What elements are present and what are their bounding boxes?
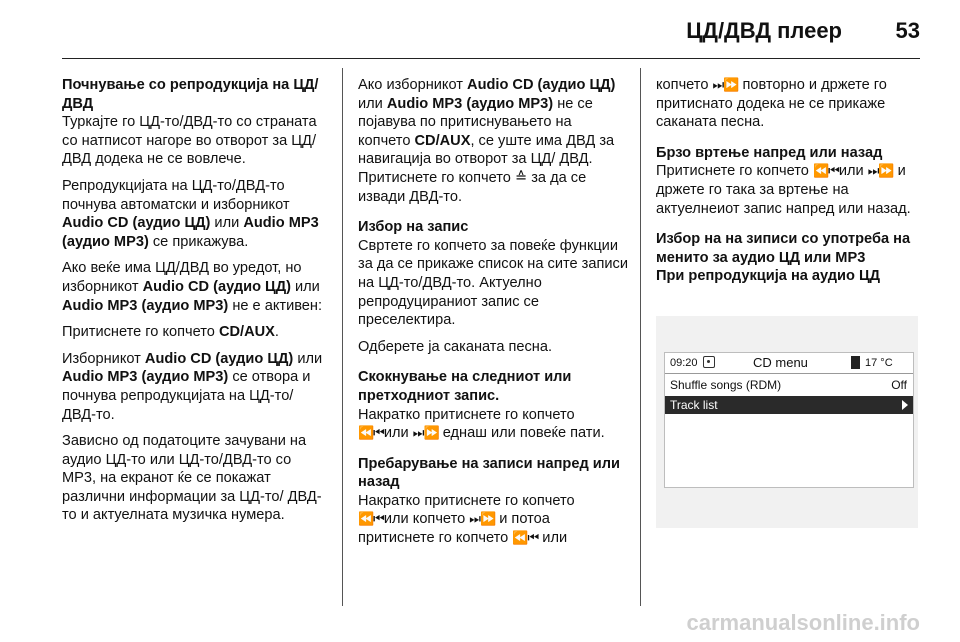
- paragraph-select-song: Одберете ја саканата песна.: [358, 338, 553, 355]
- paragraph-skip: Накратко притиснете го копчето ⏪⏮или ⏭⏩ еднаш или повеќе пати.: [358, 406, 605, 442]
- heading-audio-cd-playback: При репродукција на аудио ЦД: [656, 268, 881, 285]
- header-divider: [62, 58, 920, 59]
- page-number: 53: [895, 18, 920, 43]
- paragraph-disc-present: Ако веќе има ЦД/ДВД во уредот, но изборникот Audio CD (аудио ЦД) или Audio MP3 (аудио MP3) не е активен:: [62, 260, 323, 314]
- paragraph-insert-disc: Туркајте го ЦД-то/ДВД-то со страната со натписот нагоре во отворот за ЦД/ДВД додека не се вовлече.: [62, 114, 317, 168]
- cd-menu-illustration: [656, 316, 918, 528]
- paragraph-dvd-eject: Ако изборникот Audio CD (аудио ЦД) или Audio MP3 (аудио MP3) не се појавува по притиснувањето на копчето CD/AUX, се уште има ДВД за навигација во отворот за ЦД/ ДВД. Притиснете го копчето ≙ за да се извади ДВД-то.: [358, 77, 616, 205]
- column-3: [656, 76, 924, 286]
- clock-text: 09:20: [670, 357, 698, 369]
- paragraph-press-cd-aux: Притиснете го копчето CD/AUX.: [62, 324, 279, 341]
- chevron-right-icon: [902, 400, 908, 410]
- paragraph-track-list: Свртете го копчето за повеќе функции за да се прикаже список на сите записи на ЦД-то/ДВД-то. Актуелно репродуцираниот запис се преселектира.: [358, 237, 628, 329]
- phone-icon: [851, 356, 860, 369]
- heading-search-tracks: Пребарување на записи напред или назад: [358, 455, 620, 491]
- heading-select-track: Избор на запис: [358, 219, 469, 236]
- paragraph-hold-button: копчето ⏭⏩ повторно и држете го притиснато додека не се прикаже саканата песна.: [656, 77, 887, 131]
- rewind-prev-icon: ⏪⏮: [512, 530, 539, 546]
- menu-item-track-list[interactable]: [665, 396, 913, 414]
- header-title: ЦД/ДВД плеер: [686, 18, 842, 43]
- eject-icon: ≙: [514, 169, 528, 186]
- screen-title: CD menu: [753, 355, 808, 370]
- column-2: [358, 76, 628, 556]
- column-divider-1: [342, 68, 343, 606]
- menu-item-value: Off: [891, 378, 907, 392]
- rewind-prev-icon: ⏪⏮: [812, 163, 839, 179]
- heading-fast-forward-rewind: Брзо вртење напред или назад: [656, 144, 883, 161]
- menu-item-label: Shuffle songs (RDM): [670, 378, 782, 392]
- menu-item-label: Track list: [670, 398, 718, 412]
- cd-menu-screen: [664, 352, 914, 488]
- column-1: [62, 76, 324, 533]
- next-forward-icon: ⏭⏩: [412, 425, 439, 441]
- next-forward-icon: ⏭⏩: [867, 163, 894, 179]
- paragraph-fast-wind: Притиснете го копчето ⏪⏮или ⏭⏩ и држете го така за вртење на актуелнеиот запис напред или назад.: [656, 163, 911, 217]
- rewind-prev-icon: ⏪⏮: [358, 425, 384, 441]
- screen-divider: [665, 373, 913, 374]
- watermark: carmanualsonline.info: [686, 610, 920, 635]
- heading-track-menu: Избор на на зиписи со употреба на менито за аудио ЦД или MP3: [656, 231, 911, 266]
- screen-status-bar: [665, 353, 913, 373]
- heading-start-playback: Почнување со репродукција на ЦД/ДВД: [62, 77, 319, 112]
- paragraph-disc-info: Зависно од податоците зачувани на аудио ЦД-то или ЦД-то/ДВД-то со MP3, на екранот ќе се покажат различни информации за ЦД-то/ ДВД-то и актуелната музичка нумера.: [62, 433, 322, 524]
- temperature-text: 17 °C: [865, 357, 893, 369]
- menu-item-shuffle[interactable]: [665, 376, 913, 394]
- disc-icon: [703, 356, 715, 368]
- rewind-prev-icon: ⏪⏮: [358, 511, 384, 527]
- column-divider-2: [640, 68, 641, 606]
- paragraph-autoplay: Репродукцијата на ЦД-то/ДВД-то почнува автоматски и изборникот Audio CD (аудио ЦД) или Audio MP3 (аудио MP3) се прикажува.: [62, 177, 319, 250]
- heading-skip-track: Скокнување на следниот или претходниот запис.: [358, 369, 572, 404]
- paragraph-menu-opens: Изборникот Audio CD (аудио ЦД) или Audio MP3 (аудио MP3) се отвора и почнува репродукцијата на ЦД-то/ДВД-то.: [62, 350, 323, 423]
- paragraph-search: Накратко притиснете го копчето ⏪⏮или копчето ⏭⏩ и потоа притиснете го копчето ⏪⏮ или: [358, 492, 575, 547]
- next-forward-icon: ⏭⏩: [469, 511, 496, 527]
- next-forward-icon: ⏭⏩: [712, 77, 739, 92]
